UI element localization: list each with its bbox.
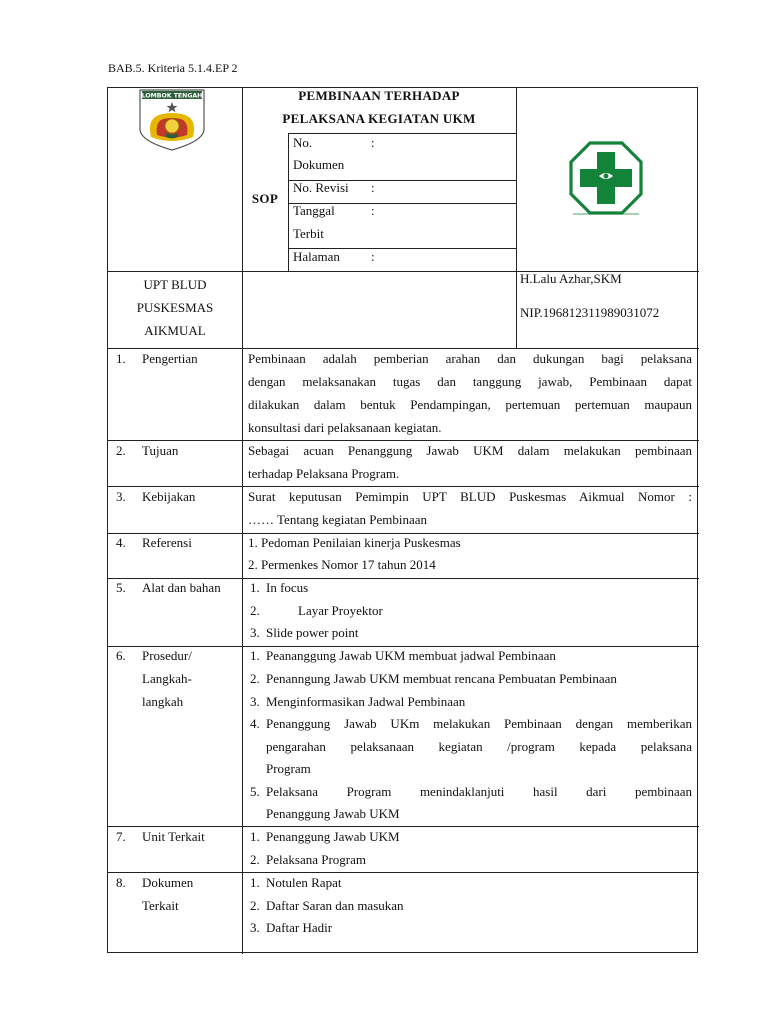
sop-document: [107, 87, 698, 953]
section-label: Unit Terkait: [142, 829, 205, 844]
list-number: 1.: [250, 648, 260, 663]
list-item: Slide power point: [266, 625, 359, 640]
field-colon: :: [371, 249, 375, 264]
list-number: 1.: [250, 580, 260, 595]
section-number: 2.: [116, 443, 126, 458]
procedure-step: Program: [266, 761, 311, 776]
puskesmas-logo: [568, 140, 644, 216]
list-item: Daftar Saran dan masukan: [266, 898, 404, 913]
list-number: 3.: [250, 694, 260, 709]
list-number: 2.: [250, 603, 260, 618]
section-number: 5.: [116, 580, 126, 595]
section-number: 3.: [116, 489, 126, 504]
institution-line-2: PUSKESMAS: [136, 300, 214, 315]
section-label: Tujuan: [142, 443, 179, 458]
list-number: 3.: [250, 625, 260, 640]
section-text-line: dilakukan dalam bentuk Pendampingan, pertemuan pertemuan maupaun: [248, 397, 692, 412]
list-item: Pelaksana Program: [266, 852, 367, 867]
list-number: 1.: [250, 875, 260, 890]
section-text-line: dengan melaksanakan tugas dan tanggung jawab, Pembinaan dapat: [248, 374, 692, 389]
list-number: 2.: [250, 852, 260, 867]
no-dokumen-label-2: Dokumen: [293, 157, 345, 172]
section-label: Terkait: [142, 898, 179, 913]
list-number: 5.: [250, 784, 260, 799]
institution-line-3: AIKMUAL: [144, 323, 206, 338]
no-dokumen-label: No.: [293, 135, 313, 150]
procedure-step: Pelaksana Program menindaklanjuti hasil dari pembinaan: [266, 784, 692, 799]
section-number: 4.: [116, 535, 126, 550]
procedure-step: Penanggung Jawab UKM: [266, 806, 400, 821]
field-colon: :: [371, 203, 375, 218]
procedure-step: Penanggung Jawab UKm melakukan Pembinaan dengan memberikan: [266, 716, 692, 731]
signatory-name: H.Lalu Azhar,SKM: [520, 271, 622, 286]
section-text-line: …… Tentang kegiatan Pembinaan: [248, 512, 427, 527]
document-reference: BAB.5. Kriteria 5.1.4.EP 2: [108, 61, 238, 75]
list-number: 1.: [250, 829, 260, 844]
institution-line-1: UPT BLUD: [143, 277, 207, 292]
list-item: In focus: [266, 580, 309, 595]
section-number: 6.: [116, 648, 126, 663]
tanggal-label: Tanggal: [293, 203, 335, 218]
section-text-line: konsultasi dari pelaksanaan kegiatan.: [248, 420, 442, 435]
section-number: 1.: [116, 351, 126, 366]
document-title-line-2: PELAKSANA KEGIATAN UKM: [282, 111, 476, 126]
section-label: Alat dan bahan: [142, 580, 221, 595]
procedure-step: Penanngung Jawab UKM membuat rencana Pembuatan Pembinaan: [266, 671, 617, 686]
procedure-step: Menginformasikan Jadwal Pembinaan: [266, 694, 466, 709]
field-colon: :: [371, 180, 375, 195]
procedure-step: Peananggung Jawab UKM membuat jadwal Pembinaan: [266, 648, 556, 663]
list-number: 3.: [250, 920, 260, 935]
sop-label: SOP: [251, 191, 279, 206]
section-text-line: Surat keputusan Pemimpin UPT BLUD Puskesmas Aikmual Nomor :: [248, 489, 692, 504]
reference-item: 1. Pedoman Penilaian kinerja Puskesmas: [248, 535, 461, 550]
section-text-line: terhadap Pelaksana Program.: [248, 466, 400, 481]
logo-banner-text: LOMBOK TENGAH: [141, 92, 203, 100]
field-colon: :: [371, 135, 375, 150]
reference-item: 2. Permenkes Nomor 17 tahun 2014: [248, 557, 436, 572]
section-label: Pengertian: [142, 351, 198, 366]
section-label: Dokumen: [142, 875, 194, 890]
list-item: Notulen Rapat: [266, 875, 342, 890]
list-item: Daftar Hadir: [266, 920, 333, 935]
list-number: 4.: [250, 716, 260, 731]
list-item: Penanggung Jawab UKM: [266, 829, 400, 844]
section-label: Langkah-: [142, 671, 192, 686]
section-label: Kebijakan: [142, 489, 196, 504]
list-number: 2.: [250, 671, 260, 686]
document-title-line-1: PEMBINAAN TERHADAP: [298, 88, 460, 103]
section-text-line: Pembinaan adalah pemberian arahan dan dukungan bagi pelaksana: [248, 351, 692, 366]
section-label: Prosedur/: [142, 648, 192, 663]
list-number: 2.: [250, 898, 260, 913]
lombok-tengah-logo: [137, 89, 207, 151]
no-revisi-label: No. Revisi: [293, 180, 349, 195]
signatory-nip: NIP.196812311989031072: [520, 305, 660, 320]
section-text-line: Sebagai acuan Penanggung Jawab UKM dalam melakukan pembinaan: [248, 443, 692, 458]
halaman-label: Halaman: [293, 249, 340, 264]
list-item: Layar Proyektor: [298, 603, 383, 618]
terbit-label: Terbit: [293, 226, 324, 241]
procedure-step: pengarahan pelaksanaan kegiatan /program kepada pelaksana: [266, 739, 692, 754]
section-number: 7.: [116, 829, 126, 844]
section-label: langkah: [142, 694, 184, 709]
section-label: Referensi: [142, 535, 192, 550]
section-number: 8.: [116, 875, 126, 890]
